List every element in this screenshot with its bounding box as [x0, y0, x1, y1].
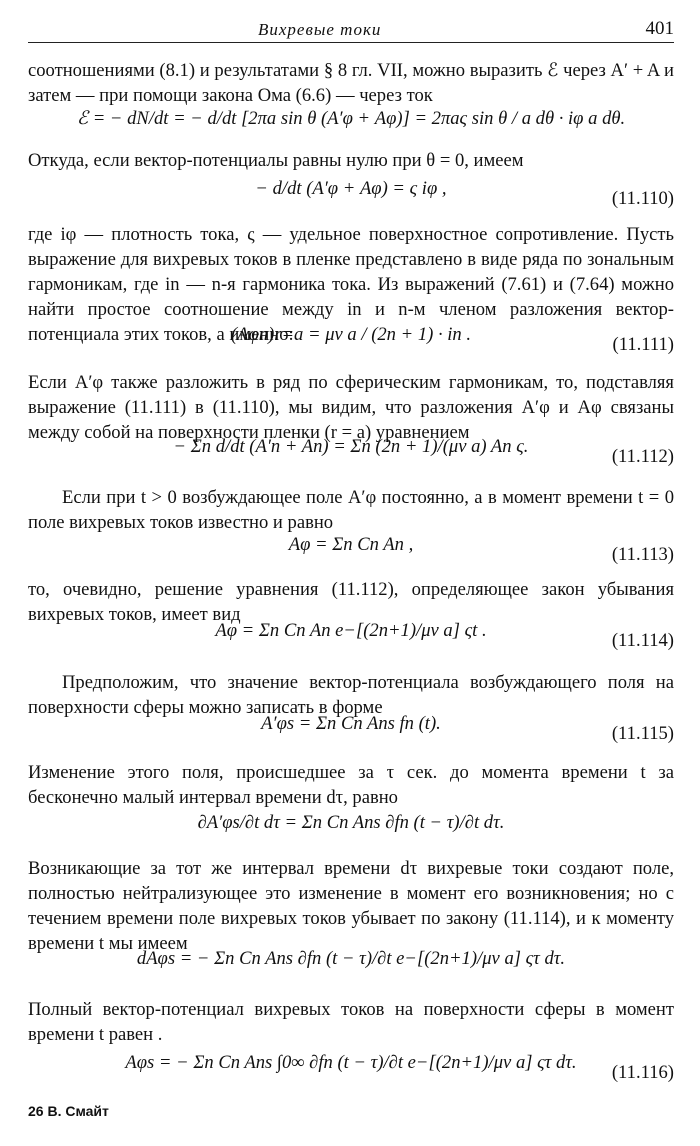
equation-emf [28, 108, 674, 150]
equation-field-change [28, 812, 674, 854]
equation-11-115-body: A′φs = Σn Cn Ans fn (t). [261, 713, 441, 734]
running-title: Вихревые токи [258, 20, 382, 39]
equation-11-110 [28, 178, 674, 220]
paragraph-9: Возникающие за тот же интервал времени dτ вихревые токи создают поле, полностью нейтрализующее это изменение в момент его возникновения; но с течением времени поле вихревых токов убывает по закону (11.114), и к моменту времени t мы имеем [28, 858, 674, 954]
equation-11-112-number: (11.112) [611, 446, 674, 467]
equation-11-110-number: (11.110) [611, 188, 674, 209]
equation-11-112 [28, 436, 674, 478]
equation-11-114-number: (11.114) [611, 630, 674, 651]
equation-11-111 [28, 324, 674, 366]
equation-11-115 [28, 713, 674, 755]
equation-11-114 [28, 620, 674, 662]
page-header [28, 18, 674, 40]
signature-mark: 26 В. Смайт [28, 1103, 109, 1119]
equation-11-113-body: Aφ = Σn Cn An , [288, 534, 414, 555]
equation-11-111-body: (Aφn)r=a = μv a / (2n + 1) · in . [230, 324, 472, 345]
equation-differential [28, 948, 674, 990]
page-number: 401 [645, 18, 674, 39]
equation-11-111-number: (11.111) [612, 334, 674, 355]
equation-11-113 [28, 534, 674, 576]
equation-11-112-body: − Σn d/dt (A′n + An) = Σn (2n + 1)/(μv a) An ς. [173, 436, 529, 457]
equation-11-115-number: (11.115) [611, 723, 674, 744]
equation-11-113-number: (11.113) [611, 544, 674, 565]
equation-11-116-body: Aφs = − Σn Cn Ans ∫0∞ ∂fn (t − τ)/∂t e−[(2n+1)/μv a] ςτ dτ. [125, 1052, 577, 1073]
equation-11-116-number: (11.116) [611, 1062, 674, 1083]
paragraph-2: Откуда, если вектор-потенциалы равны нулю при θ = 0, имеем [28, 150, 524, 171]
paragraph-3: где iφ — плотность тока, ς — удельное поверхностное сопротивление. Пусть выражение для вихревых токов в пленке представлено в виде ряда по зональным гармоникам, где in — n-я гармоника тока. Из выражений (7.61) и (7.64) можно найти простое соотношение между in и n-м членом разложения вектор-потенциала этих токов, а именно: [28, 224, 674, 345]
paragraph-4: Если A′φ также разложить в ряд по сферическим гармоникам, то, подставляя выражение (11.111) в (11.110), мы видим, что разложения A′φ и Aφ связаны между собой на поверхности пленки (r = a) уравнением [28, 372, 674, 443]
paragraph-5: Если при t > 0 возбуждающее поле A′φ постоянно, а в момент времени t = 0 поле вихревых токов известно и равно [28, 487, 674, 533]
equation-11-116 [28, 1052, 674, 1094]
equation-11-114-body: Aφ = Σn Cn An e−[(2n+1)/μv a] ςt . [215, 620, 487, 641]
paragraph-10: Полный вектор-потенциал вихревых токов на поверхности сферы в момент времени t равен . [28, 999, 674, 1045]
equation-differential-body: dAφs = − Σn Cn Ans ∂fn (t − τ)/∂t e−[(2n+1)/μv a] ςτ dτ. [136, 948, 566, 969]
header-rule [28, 42, 674, 43]
paragraph-8: Изменение этого поля, происшедшее за τ сек. до момента времени t за бесконечно малый интервал времени dτ, равно [28, 762, 674, 808]
paragraph-1: соотношениями (8.1) и результатами § 8 гл. VII, можно выразить ℰ через A′ + A и затем — при помощи закона Ома (6.6) — через ток [28, 60, 674, 106]
paragraph-7: Предположим, что значение вектор-потенциала возбуждающего поля на поверхности сферы можно записать в форме [28, 672, 674, 718]
equation-field-change-body: ∂A′φs/∂t dτ = Σn Cn Ans ∂fn (t − τ)/∂t dτ. [197, 812, 505, 833]
paragraph-6: то, очевидно, решение уравнения (11.112), определяющее закон убывания вихревых токов, имеет вид [28, 579, 674, 625]
equation-emf-body: ℰ = − dN/dt = − d/dt [2πa sin θ (A′φ + Aφ)] = 2πaς sin θ / a dθ · iφ a dθ. [76, 108, 626, 129]
equation-11-110-body: − d/dt (A′φ + Aφ) = ς iφ , [255, 178, 447, 199]
